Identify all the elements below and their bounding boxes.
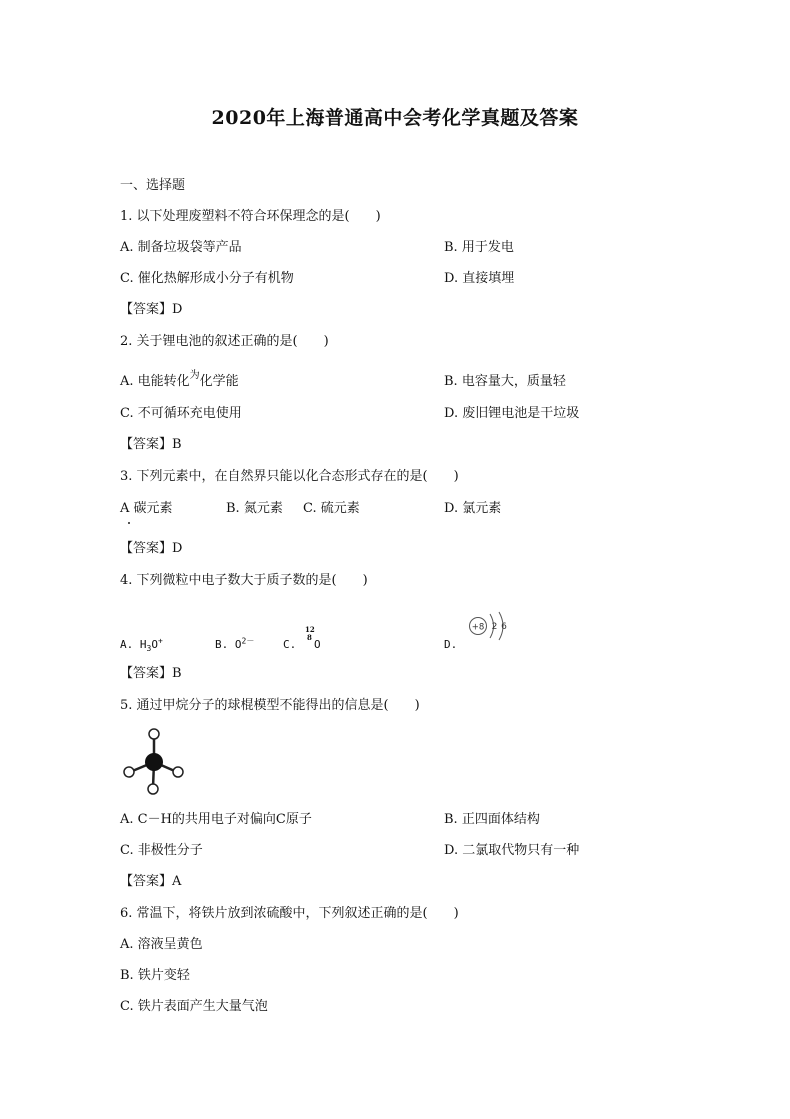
- q6-option-b: B. 铁片变轻: [120, 968, 190, 983]
- q1-option-c: C. 催化热解形成小分子有机物: [120, 271, 294, 286]
- methane-ball-stick-model: [118, 726, 190, 798]
- q2-stem: 2. 关于锂电池的叙述正确的是( ): [120, 334, 329, 349]
- q4-option-c-label: C.: [283, 638, 297, 651]
- q2-option-b: B. 电容量大，质量轻: [444, 374, 566, 389]
- q3-answer: 【答案】D: [120, 541, 183, 556]
- q2-option-a-pre: A. 电能转化: [120, 374, 190, 389]
- q4-option-c-symbol: O: [314, 638, 321, 651]
- q1-stem: 1. 以下处理废塑料不符合环保理念的是( ): [120, 209, 381, 224]
- q4-option-a-sub: 3: [146, 644, 152, 654]
- hydrogen-atom-top: [149, 729, 159, 739]
- hydrogen-atom-bottom: [148, 784, 158, 794]
- q3-stem: 3. 下列元素中，在自然界只能以化合态形式存在的是( ): [120, 469, 459, 484]
- stray-dot: [128, 522, 130, 524]
- section-heading: 一、选择题: [120, 178, 186, 193]
- q5-option-b: B. 正四面体结构: [444, 812, 540, 827]
- q4-option-b-label: B. O: [215, 638, 242, 651]
- q4-option-b-sup: 2－: [241, 636, 255, 646]
- q4-option-c-number: 8: [307, 633, 312, 642]
- q5-answer: 【答案】A: [120, 874, 182, 889]
- q1-option-b: B. 用于发电: [444, 240, 514, 255]
- q2-option-a: [120, 370, 239, 391]
- q4-option-a-mid: O: [151, 638, 158, 651]
- q4-answer: 【答案】B: [120, 666, 182, 681]
- q5-stem: 5. 通过甲烷分子的球棍模型不能得出的信息是( ): [120, 698, 420, 713]
- q5-option-c: C. 非极性分子: [120, 843, 203, 858]
- hydrogen-atom-left: [124, 767, 134, 777]
- q5-option-d: D. 二氯取代物只有一种: [444, 843, 580, 858]
- q6-option-c: C. 铁片表面产生大量气泡: [120, 999, 268, 1014]
- q4-option-a-label: A. H: [120, 638, 147, 651]
- q2-answer: 【答案】B: [120, 437, 182, 452]
- q3-option-d: D. 氯元素: [444, 501, 502, 516]
- q2-option-a-sup: 为: [189, 370, 200, 381]
- q4-option-d-label: D.: [444, 638, 458, 651]
- nucleus-charge: +8: [471, 622, 485, 633]
- q4-option-b: [215, 637, 254, 653]
- q6-stem: 6. 常温下，将铁片放到浓硫酸中，下列叙述正确的是( ): [120, 906, 459, 921]
- q6-option-a: A. 溶液呈黄色: [120, 937, 203, 952]
- q4-option-a: [120, 637, 163, 653]
- hydrogen-atom-right: [173, 767, 183, 777]
- q1-answer: 【答案】D: [120, 302, 183, 317]
- atomic-structure-diagram: [466, 610, 516, 644]
- shell-1-electrons: 2: [491, 622, 498, 632]
- q1-option-d: D. 直接填埋: [444, 271, 515, 286]
- q2-option-a-post: 化学能: [199, 374, 239, 389]
- q3-option-b: B. 氮元素: [226, 501, 283, 516]
- shell-2-electrons: 6: [501, 622, 507, 632]
- q3-option-c: C. 硫元素: [303, 501, 360, 516]
- q5-option-a: A. C－H的共用电子对偏向C原子: [120, 812, 312, 827]
- carbon-atom: [145, 753, 163, 771]
- q2-option-d: D. 废旧锂电池是干垃圾: [444, 406, 580, 421]
- q1-option-a: A. 制备垃圾袋等产品: [120, 240, 242, 255]
- q2-option-c: C. 不可循环充电使用: [120, 406, 242, 421]
- q4-stem: 4. 下列微粒中电子数大于质子数的是( ): [120, 573, 368, 588]
- page-title: 2020年上海普通高中会考化学真题及答案: [211, 107, 579, 129]
- q4-option-c-mass: 12: [305, 625, 315, 634]
- q3-option-a: A 碳元素: [120, 501, 173, 516]
- q4-option-a-sup: +: [157, 636, 163, 646]
